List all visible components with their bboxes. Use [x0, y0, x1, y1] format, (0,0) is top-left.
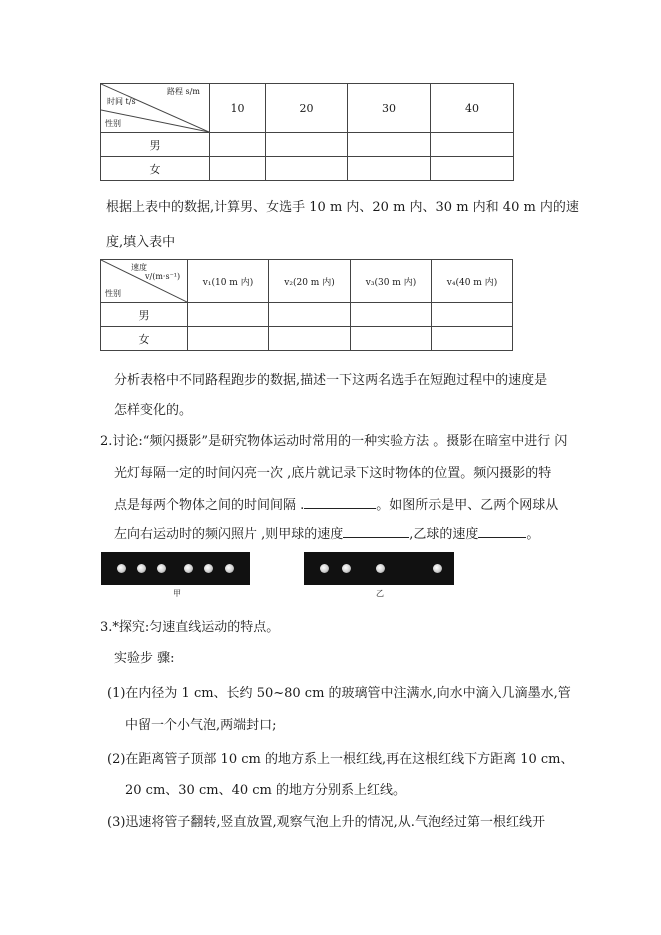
- speed-table: [100, 259, 513, 351]
- tennis-ball-image: [342, 564, 351, 573]
- photo-b-caption: 乙: [376, 589, 384, 598]
- table-cell: [432, 327, 513, 351]
- question2-text: ,乙球的速度: [409, 527, 479, 542]
- question2-line: [114, 494, 558, 513]
- header-gender-label: 性别: [105, 289, 121, 298]
- table-cell: [210, 157, 266, 181]
- header-time-label: 时间 t/s: [107, 97, 136, 106]
- question3-title: 3.*探究:匀速直线运动的特点。: [100, 620, 280, 635]
- table-cell: [188, 303, 269, 327]
- header-gender-label: 性别: [105, 119, 121, 128]
- diagonal-header-cell: [101, 84, 210, 133]
- header-route-label: 路程 s/m: [167, 87, 200, 96]
- strobe-photo-a: [101, 552, 250, 585]
- header-unit-label: v/(m·s⁻¹): [145, 272, 181, 281]
- tennis-ball-image: [117, 564, 126, 573]
- step-line: 中留一个小气泡,两端封口;: [125, 718, 277, 733]
- row-label-female: 女: [101, 327, 188, 351]
- tennis-ball-image: [433, 564, 442, 573]
- table-cell: [269, 303, 351, 327]
- answer-blank: [478, 525, 526, 538]
- step-line: (1)在内径为 1 cm、长约 50~80 cm 的玻璃管中注满水,向水中滴入几滴墨水,管: [107, 686, 571, 701]
- row-label-female: 女: [101, 157, 210, 181]
- question2-text: 左向右运动时的频闪照片 ,则甲球的速度: [114, 527, 344, 542]
- question2-line: [114, 523, 539, 542]
- question2-text: 。: [526, 527, 540, 542]
- question2-text: 。如图所示是甲、乙两个网球从: [376, 498, 559, 513]
- column-header: v₄(40 m 内): [432, 260, 513, 303]
- table-cell: [269, 327, 351, 351]
- steps-label: 实验步 骤:: [114, 651, 175, 666]
- question2-line: 光灯每隔一定的时间闪亮一次 ,底片就记录下这时物体的位置。频闪摄影的特: [114, 466, 552, 481]
- column-header: v₃(30 m 内): [351, 260, 432, 303]
- tennis-ball-image: [137, 564, 146, 573]
- table-cell: [210, 133, 266, 157]
- row-label-male: 男: [101, 133, 210, 157]
- table-cell: [266, 133, 348, 157]
- column-header: 20: [266, 84, 348, 133]
- column-header: v₁(10 m 内): [188, 260, 269, 303]
- table-cell: [266, 157, 348, 181]
- row-label-male: 男: [101, 303, 188, 327]
- step-line: (3)迅速将管子翻转,竖直放置,观察气泡上升的情况,从.气泡经过第一根红线开: [107, 815, 545, 830]
- table-cell: [348, 157, 431, 181]
- question2-text: 点是每两个物体之间的时间间隔 .: [114, 498, 305, 513]
- tennis-ball-image: [204, 564, 213, 573]
- paragraph-line: 分析表格中不同路程跑步的数据,描述一下这两名选手在短跑过程中的速度是: [114, 373, 548, 388]
- table-cell: [431, 157, 514, 181]
- paragraph-line: 怎样变化的。: [114, 403, 193, 418]
- paragraph-line: 度,填入表中: [106, 235, 176, 250]
- header-speed-label: 速度: [131, 263, 147, 272]
- answer-blank: [304, 496, 376, 509]
- strobe-photo-b: [304, 552, 454, 585]
- column-header: v₂(20 m 内): [269, 260, 351, 303]
- table-cell: [188, 327, 269, 351]
- diagonal-header-cell: [101, 260, 188, 303]
- tennis-ball-image: [184, 564, 193, 573]
- step-line: (2)在距离管子顶部 10 cm 的地方系上一根红线,再在这根红线下方距离 10 cm、: [107, 752, 574, 767]
- data-table-time: [100, 83, 514, 181]
- tennis-ball-image: [225, 564, 234, 573]
- table-cell: [432, 303, 513, 327]
- answer-blank: [343, 525, 409, 538]
- table-cell: [431, 133, 514, 157]
- table-cell: [351, 303, 432, 327]
- tennis-ball-image: [376, 564, 385, 573]
- step-line: 20 cm、30 cm、40 cm 的地方分别系上红线。: [125, 783, 406, 798]
- column-header: 30: [348, 84, 431, 133]
- photo-a-caption: 甲: [173, 589, 181, 598]
- column-header: 40: [431, 84, 514, 133]
- table-cell: [351, 327, 432, 351]
- question2-line: 2.讨论:“频闪摄影”是研究物体运动时常用的一种实验方法 。摄影在暗室中进行 闪: [100, 434, 568, 449]
- tennis-ball-image: [157, 564, 166, 573]
- table-cell: [348, 133, 431, 157]
- paragraph-line: 根据上表中的数据,计算男、女选手 10 m 内、20 m 内、30 m 内和 40 m 内的速: [106, 200, 579, 215]
- tennis-ball-image: [320, 564, 329, 573]
- column-header: 10: [210, 84, 266, 133]
